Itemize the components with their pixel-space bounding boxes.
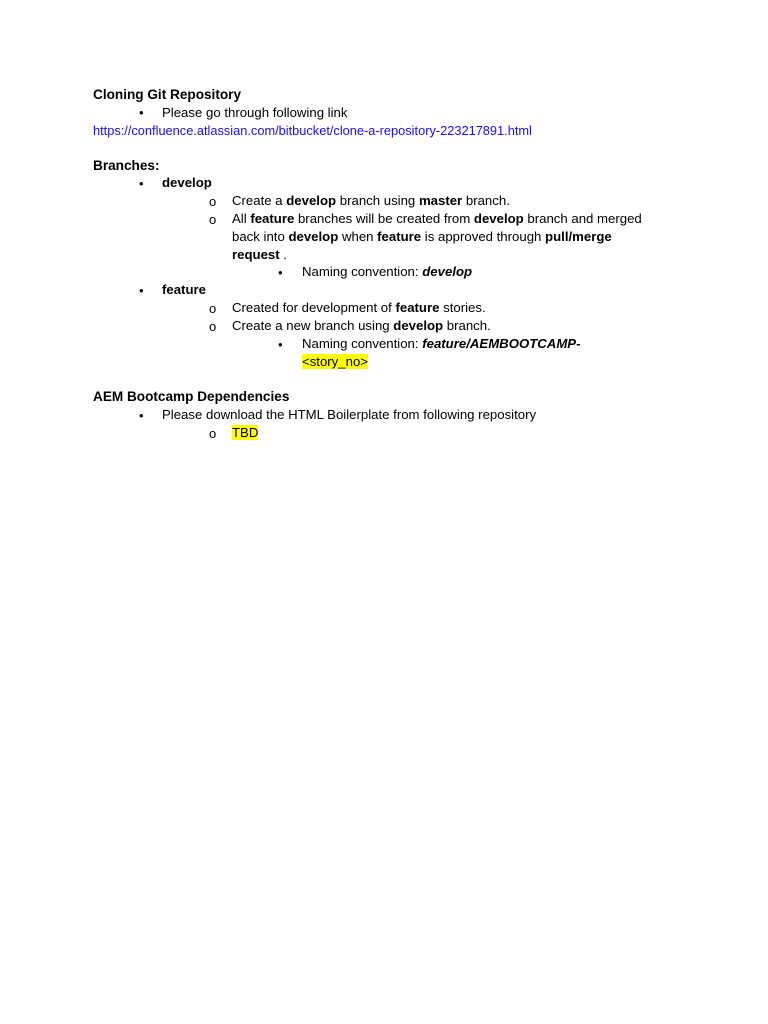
text-segment: branch using xyxy=(336,193,419,208)
highlighted-tbd: TBD xyxy=(232,425,259,440)
text-segment: branches will be created from xyxy=(294,211,474,226)
cloning-bullet-text: Please go through following link xyxy=(162,105,348,120)
bullet-glyph: • xyxy=(139,283,144,298)
text-segment: back into xyxy=(232,229,289,244)
develop-item-feature-line3 xyxy=(232,246,287,264)
text-segment: is approved through xyxy=(421,229,546,244)
feature-item-create-branch xyxy=(232,317,491,335)
naming-label: Naming convention: xyxy=(302,336,423,351)
bold-term: feature xyxy=(250,211,295,226)
bold-term: feature xyxy=(377,229,422,244)
text-segment: when xyxy=(338,229,378,244)
section-heading-cloning: Cloning Git Repository xyxy=(93,87,242,102)
branch-label-feature: feature xyxy=(162,282,206,297)
bold-term: pull/merge xyxy=(545,229,612,244)
text-segment: All xyxy=(232,211,251,226)
bold-term: develop xyxy=(288,229,339,244)
text-segment: Create a xyxy=(232,193,287,208)
develop-naming-convention xyxy=(302,263,472,281)
sub-bullet-glyph: o xyxy=(209,301,217,316)
bold-term: master xyxy=(418,193,463,208)
text-segment: branch. xyxy=(462,193,510,208)
feature-item-created xyxy=(232,299,486,317)
text-segment: branch. xyxy=(443,318,491,333)
naming-value: develop xyxy=(422,264,473,279)
bullet-glyph: • xyxy=(278,337,283,352)
text-segment: Created for development of xyxy=(232,300,396,315)
develop-item-create xyxy=(232,192,510,210)
bullet-glyph: • xyxy=(278,265,283,280)
text-segment: . xyxy=(279,247,287,262)
sub-bullet-glyph: o xyxy=(209,426,217,441)
develop-item-feature-line2 xyxy=(232,228,612,246)
aem-sub-item xyxy=(232,424,258,442)
bold-term: develop xyxy=(473,211,524,226)
bold-term: develop xyxy=(393,318,444,333)
naming-label: Naming convention: xyxy=(302,264,423,279)
text-segment: stories. xyxy=(439,300,486,315)
sub-bullet-glyph: o xyxy=(209,319,217,334)
bullet-glyph: • xyxy=(139,408,144,423)
text-segment: branch and merged xyxy=(523,211,642,226)
section-heading-branches: Branches: xyxy=(93,158,160,173)
feature-naming-convention xyxy=(302,335,581,353)
bold-term: develop xyxy=(286,193,337,208)
bullet-glyph: • xyxy=(139,176,144,191)
sub-bullet-glyph: o xyxy=(209,194,217,209)
text-segment: Create a new branch using xyxy=(232,318,394,333)
repository-clone-link[interactable]: https://confluence.atlassian.com/bitbucket/clone-a-repository-223217891.html xyxy=(93,123,532,138)
bullet-glyph: • xyxy=(139,105,144,120)
feature-naming-convention-line2 xyxy=(302,353,368,371)
section-heading-aem: AEM Bootcamp Dependencies xyxy=(93,389,290,404)
develop-item-feature-line1 xyxy=(232,210,642,228)
sub-bullet-glyph: o xyxy=(209,212,217,227)
branch-label-develop: develop xyxy=(162,175,212,190)
highlighted-placeholder: <story_no> xyxy=(302,354,368,369)
naming-value: feature/AEMBOOTCAMP- xyxy=(422,336,581,351)
bold-term: feature xyxy=(395,300,440,315)
aem-bullet-text: Please download the HTML Boilerplate from following repository xyxy=(162,407,537,422)
bold-term: request xyxy=(232,247,280,262)
